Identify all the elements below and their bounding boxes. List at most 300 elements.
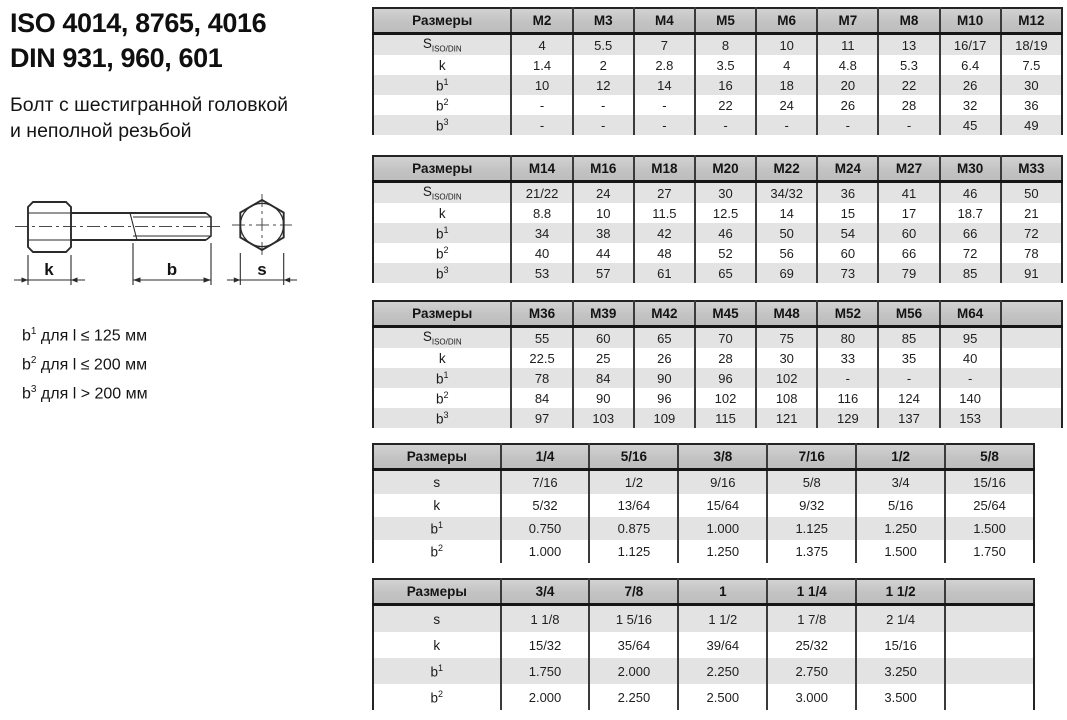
value-cell: 124 (878, 388, 939, 408)
table-row (373, 470, 1034, 495)
value-cell: 4.8 (817, 55, 878, 75)
note-symbol: b (22, 356, 31, 374)
row-label-symbol: b (435, 391, 444, 407)
value-cell: 52 (695, 243, 756, 263)
value-cell: 2 1/4 (856, 605, 945, 633)
value-cell: 3.5 (695, 55, 756, 75)
value-cell: 2.250 (589, 684, 678, 710)
value-cell: 72 (940, 243, 1001, 263)
value-cell: 9/16 (678, 470, 767, 495)
row-label (373, 368, 511, 388)
row-label-symbol: b (430, 544, 439, 560)
row-label-symbol: b (435, 78, 444, 94)
table-row (373, 408, 1062, 428)
value-cell: 69 (756, 263, 817, 283)
size-table-slot-imperial-large (372, 578, 1035, 710)
row-label (373, 348, 511, 368)
value-cell: 22 (878, 75, 939, 95)
column-header-size-5/8: 5/8 (945, 444, 1034, 470)
value-cell: 79 (878, 263, 939, 283)
value-cell: 35 (878, 348, 939, 368)
value-cell: 41 (878, 182, 939, 204)
value-cell: - (817, 368, 878, 388)
bolt-technical-drawing (5, 185, 345, 325)
value-cell: 33 (817, 348, 878, 368)
column-header-sizes: Размеры (373, 579, 501, 605)
value-cell: 15/16 (856, 632, 945, 658)
row-label-superscript: 1 (438, 520, 444, 531)
value-cell: 1.750 (501, 658, 590, 684)
note-symbol: b (22, 384, 31, 402)
value-cell: 32 (940, 95, 1001, 115)
value-cell: 38 (573, 223, 634, 243)
value-cell: 108 (756, 388, 817, 408)
value-cell: 85 (940, 263, 1001, 283)
row-label (373, 605, 501, 633)
value-cell: 15/32 (501, 632, 590, 658)
value-cell: 11.5 (634, 203, 695, 223)
value-cell: 4 (756, 55, 817, 75)
value-cell: - (573, 115, 634, 135)
size-table-metric-m2-m12 (372, 7, 1063, 135)
value-cell: 7.5 (1001, 55, 1062, 75)
note-superscript: 1 (30, 326, 37, 337)
value-cell: 26 (940, 75, 1001, 95)
column-header-size-1/2: 1/2 (856, 444, 945, 470)
value-cell: 28 (695, 348, 756, 368)
table-row (373, 368, 1062, 388)
value-cell: 28 (878, 95, 939, 115)
value-cell: 18 (756, 75, 817, 95)
row-label (373, 658, 501, 684)
value-cell: 21/22 (511, 182, 572, 204)
table-row (373, 34, 1062, 56)
dimension-b (133, 243, 211, 285)
size-table-slot-metric-m2-m12 (372, 7, 1063, 135)
size-table-imperial-3-4-to-1-1-2 (372, 578, 1035, 710)
value-cell: 102 (756, 368, 817, 388)
value-cell: 66 (878, 243, 939, 263)
size-table-slot-metric-m36-m64 (372, 300, 1063, 428)
value-cell: 1.250 (678, 540, 767, 563)
column-header-size-empty (945, 579, 1034, 605)
value-cell: 4 (511, 34, 572, 56)
value-cell: 39/64 (678, 632, 767, 658)
row-label (373, 263, 511, 283)
table-row (373, 494, 1034, 517)
row-label-symbol: k (433, 637, 441, 653)
value-cell: 44 (573, 243, 634, 263)
table-row (373, 203, 1062, 223)
column-header-size-M42: M42 (634, 301, 695, 327)
row-label (373, 223, 511, 243)
table-row (373, 75, 1062, 95)
row-label-symbol: k (438, 205, 446, 221)
row-label-symbol: S (422, 329, 432, 345)
value-cell: 5/8 (767, 470, 856, 495)
value-cell: 26 (634, 348, 695, 368)
value-cell: 1.375 (767, 540, 856, 563)
value-cell: 10 (573, 203, 634, 223)
value-cell: 1 5/16 (589, 605, 678, 633)
value-cell (1001, 368, 1062, 388)
row-label-symbol: k (438, 350, 446, 366)
value-cell: 24 (573, 182, 634, 204)
page-title (10, 6, 266, 76)
row-label-subscript: ISO/DIN (431, 192, 462, 202)
value-cell: 78 (1001, 243, 1062, 263)
iso-standards-title: ISO 4014, 8765, 4016 (10, 8, 267, 38)
value-cell: 40 (940, 348, 1001, 368)
value-cell: 24 (756, 95, 817, 115)
value-cell: 3/4 (856, 470, 945, 495)
value-cell: 103 (573, 408, 634, 428)
row-label-symbol: s (433, 611, 441, 627)
column-header-size-M36: M36 (511, 301, 572, 327)
value-cell: 13/64 (589, 494, 678, 517)
table-row (373, 388, 1062, 408)
value-cell: - (634, 95, 695, 115)
column-header-sizes: Размеры (373, 444, 501, 470)
column-header-size-1/4: 1/4 (501, 444, 590, 470)
value-cell: 22.5 (511, 348, 572, 368)
value-cell: 3.000 (767, 684, 856, 710)
value-cell: 7 (634, 34, 695, 56)
row-label-symbol: S (422, 36, 432, 52)
value-cell: 8.8 (511, 203, 572, 223)
din-standards-title: DIN 931, 960, 601 (10, 43, 223, 73)
table-row (373, 263, 1062, 283)
value-cell: 18/19 (1001, 34, 1062, 56)
row-label-subscript: ISO/DIN (431, 337, 462, 347)
row-label (373, 517, 501, 540)
table-row (373, 517, 1034, 540)
row-label-symbol: S (422, 184, 432, 200)
dimension-label-k: k (44, 260, 54, 279)
row-label (373, 182, 511, 204)
note-text: для l > 200 мм (36, 384, 148, 402)
value-cell: 1.000 (678, 517, 767, 540)
value-cell: 46 (695, 223, 756, 243)
row-label-superscript: 1 (443, 369, 449, 380)
row-label-superscript: 2 (438, 688, 444, 699)
value-cell: 84 (573, 368, 634, 388)
row-label (373, 470, 501, 495)
thread-length-notes (22, 320, 148, 406)
value-cell: 60 (878, 223, 939, 243)
size-table-slot-imperial-small (372, 443, 1035, 563)
value-cell: 1.250 (856, 517, 945, 540)
value-cell: 61 (634, 263, 695, 283)
value-cell: 36 (1001, 95, 1062, 115)
value-cell: 30 (695, 182, 756, 204)
size-table-metric-m36-m64 (372, 300, 1063, 428)
table-row (373, 348, 1062, 368)
row-label-subscript: ISO/DIN (431, 44, 462, 54)
value-cell: 2.8 (634, 55, 695, 75)
table-row (373, 55, 1062, 75)
table-row (373, 115, 1062, 135)
value-cell: 14 (756, 203, 817, 223)
note-text: для l ≤ 125 мм (36, 327, 148, 345)
value-cell: 1/2 (589, 470, 678, 495)
row-label (373, 75, 511, 95)
value-cell: 34 (511, 223, 572, 243)
table-row (373, 182, 1062, 204)
value-cell: 15/64 (678, 494, 767, 517)
column-header-size-M52: M52 (817, 301, 878, 327)
value-cell: 42 (634, 223, 695, 243)
table-row (373, 632, 1034, 658)
value-cell: 2.750 (767, 658, 856, 684)
bolt-side-view (15, 202, 223, 252)
column-header-size-M3: M3 (573, 8, 634, 34)
value-cell: 115 (695, 408, 756, 428)
value-cell: 34/32 (756, 182, 817, 204)
value-cell: 27 (634, 182, 695, 204)
column-header-size-M30: M30 (940, 156, 1001, 182)
row-label-superscript: 2 (438, 543, 444, 554)
value-cell: 80 (817, 327, 878, 349)
value-cell: 57 (573, 263, 634, 283)
value-cell: 26 (817, 95, 878, 115)
row-label-symbol: b (430, 521, 439, 537)
note-superscript: 2 (30, 354, 37, 366)
column-header-size-M33: M33 (1001, 156, 1062, 182)
column-header-size-M39: M39 (573, 301, 634, 327)
value-cell: 49 (1001, 115, 1062, 135)
value-cell: 30 (756, 348, 817, 368)
row-label-symbol: b (435, 98, 444, 114)
value-cell: 85 (878, 327, 939, 349)
value-cell: 5.5 (573, 34, 634, 56)
value-cell: 8 (695, 34, 756, 56)
value-cell: 10 (756, 34, 817, 56)
row-label (373, 388, 511, 408)
value-cell: 3.500 (856, 684, 945, 710)
row-label-symbol: b (430, 664, 439, 680)
value-cell: 137 (878, 408, 939, 428)
value-cell: 50 (756, 223, 817, 243)
column-header-size-M20: M20 (695, 156, 756, 182)
row-label (373, 408, 511, 428)
column-header-size-M10: M10 (940, 8, 1001, 34)
value-cell: 65 (695, 263, 756, 283)
value-cell: 53 (511, 263, 572, 283)
value-cell: 95 (940, 327, 1001, 349)
note-b1 (22, 320, 148, 349)
column-header-sizes: Размеры (373, 156, 511, 182)
value-cell: - (756, 115, 817, 135)
value-cell: 1.500 (945, 517, 1034, 540)
column-header-size-M56: M56 (878, 301, 939, 327)
value-cell: 1 1/2 (678, 605, 767, 633)
value-cell: 15/16 (945, 470, 1034, 495)
value-cell: 91 (1001, 263, 1062, 283)
row-label (373, 243, 511, 263)
value-cell: 25/64 (945, 494, 1034, 517)
row-label-symbol: b (435, 246, 444, 262)
row-label-symbol: b (435, 226, 444, 242)
value-cell: 129 (817, 408, 878, 428)
value-cell: 10 (511, 75, 572, 95)
row-label (373, 632, 501, 658)
column-header-size-M45: M45 (695, 301, 756, 327)
note-b2 (22, 349, 148, 378)
column-header-size-5/16: 5/16 (589, 444, 678, 470)
value-cell: 16/17 (940, 34, 1001, 56)
table-row (373, 223, 1062, 243)
value-cell: 1.000 (501, 540, 590, 563)
value-cell: 13 (878, 34, 939, 56)
value-cell (1001, 348, 1062, 368)
value-cell: - (695, 115, 756, 135)
row-label (373, 55, 511, 75)
value-cell: 11 (817, 34, 878, 56)
value-cell: 2.000 (501, 684, 590, 710)
row-label (373, 95, 511, 115)
row-label (373, 115, 511, 135)
subtitle-line-2: и неполной резьбой (10, 120, 192, 142)
row-label (373, 540, 501, 563)
column-header-size-M64: M64 (940, 301, 1001, 327)
value-cell: 3.250 (856, 658, 945, 684)
value-cell: - (878, 368, 939, 388)
row-label-superscript: 1 (443, 224, 449, 235)
value-cell: 1.125 (767, 517, 856, 540)
row-label-symbol: b (435, 266, 444, 282)
value-cell: 65 (634, 327, 695, 349)
subtitle (10, 92, 288, 144)
value-cell: 40 (511, 243, 572, 263)
value-cell: 1.125 (589, 540, 678, 563)
row-label-symbol: b (435, 118, 444, 134)
dimension-label-b: b (166, 260, 178, 279)
dimension-label-s: s (257, 260, 267, 279)
row-label (373, 684, 501, 710)
value-cell: 45 (940, 115, 1001, 135)
value-cell: - (940, 368, 1001, 388)
value-cell: 21 (1001, 203, 1062, 223)
note-symbol: b (22, 327, 31, 345)
value-cell: 7/16 (501, 470, 590, 495)
row-label-symbol: s (433, 475, 441, 490)
column-header-size-M48: M48 (756, 301, 817, 327)
row-label (373, 203, 511, 223)
value-cell: 72 (1001, 223, 1062, 243)
column-header-size-M12: M12 (1001, 8, 1062, 34)
value-cell: 75 (756, 327, 817, 349)
value-cell: 5/32 (501, 494, 590, 517)
value-cell: 2.250 (678, 658, 767, 684)
row-label-symbol: b (435, 371, 444, 387)
value-cell: 121 (756, 408, 817, 428)
row-label-superscript: 2 (443, 96, 449, 107)
note-superscript: 3 (30, 383, 37, 395)
value-cell: 14 (634, 75, 695, 95)
note-b3 (22, 378, 148, 407)
dimension-k (14, 255, 85, 285)
value-cell: 25/32 (767, 632, 856, 658)
value-cell: 48 (634, 243, 695, 263)
column-header-size-M2: M2 (511, 8, 572, 34)
value-cell (1001, 327, 1062, 349)
value-cell: 55 (511, 327, 572, 349)
column-header-size-M16: M16 (573, 156, 634, 182)
row-label-superscript: 3 (443, 116, 449, 127)
value-cell: 96 (634, 388, 695, 408)
column-header-size-M14: M14 (511, 156, 572, 182)
value-cell: 60 (573, 327, 634, 349)
value-cell: 84 (511, 388, 572, 408)
row-label-superscript: 3 (443, 264, 449, 275)
column-header-sizes: Размеры (373, 8, 511, 34)
value-cell: 0.875 (589, 517, 678, 540)
note-text: для l ≤ 200 мм (36, 356, 148, 374)
row-label-superscript: 1 (438, 662, 444, 673)
column-header-size-M22: M22 (756, 156, 817, 182)
value-cell (945, 658, 1034, 684)
row-label (373, 34, 511, 56)
column-header-size-1: 1 (678, 579, 767, 605)
value-cell: 73 (817, 263, 878, 283)
value-cell: 15 (817, 203, 878, 223)
value-cell: 140 (940, 388, 1001, 408)
value-cell: 54 (817, 223, 878, 243)
column-header-size-M4: M4 (634, 8, 695, 34)
value-cell: 109 (634, 408, 695, 428)
table-row (373, 95, 1062, 115)
row-label (373, 327, 511, 349)
value-cell: 18.7 (940, 203, 1001, 223)
value-cell: 2.000 (589, 658, 678, 684)
column-header-size-1 1/2: 1 1/2 (856, 579, 945, 605)
value-cell: 5.3 (878, 55, 939, 75)
column-header-size-7/8: 7/8 (589, 579, 678, 605)
table-row (373, 243, 1062, 263)
value-cell: 0.750 (501, 517, 590, 540)
value-cell: 1.4 (511, 55, 572, 75)
table-row (373, 327, 1062, 349)
value-cell: 5/16 (856, 494, 945, 517)
value-cell: 12.5 (695, 203, 756, 223)
value-cell: 96 (695, 368, 756, 388)
value-cell: 1.500 (856, 540, 945, 563)
column-header-size-empty (1001, 301, 1062, 327)
value-cell: 12 (573, 75, 634, 95)
column-header-size-M5: M5 (695, 8, 756, 34)
value-cell: 1.750 (945, 540, 1034, 563)
size-table-slot-metric-m14-m33 (372, 155, 1063, 283)
value-cell (1001, 408, 1062, 428)
value-cell: 16 (695, 75, 756, 95)
column-header-size-3/8: 3/8 (678, 444, 767, 470)
value-cell: 78 (511, 368, 572, 388)
table-row (373, 658, 1034, 684)
value-cell: 17 (878, 203, 939, 223)
table-row (373, 605, 1034, 633)
value-cell: 20 (817, 75, 878, 95)
table-row (373, 684, 1034, 710)
column-header-size-3/4: 3/4 (501, 579, 590, 605)
column-header-size-M18: M18 (634, 156, 695, 182)
value-cell: 66 (940, 223, 1001, 243)
value-cell: - (878, 115, 939, 135)
column-header-size-M7: M7 (817, 8, 878, 34)
value-cell: - (511, 115, 572, 135)
column-header-size-M24: M24 (817, 156, 878, 182)
value-cell: 30 (1001, 75, 1062, 95)
